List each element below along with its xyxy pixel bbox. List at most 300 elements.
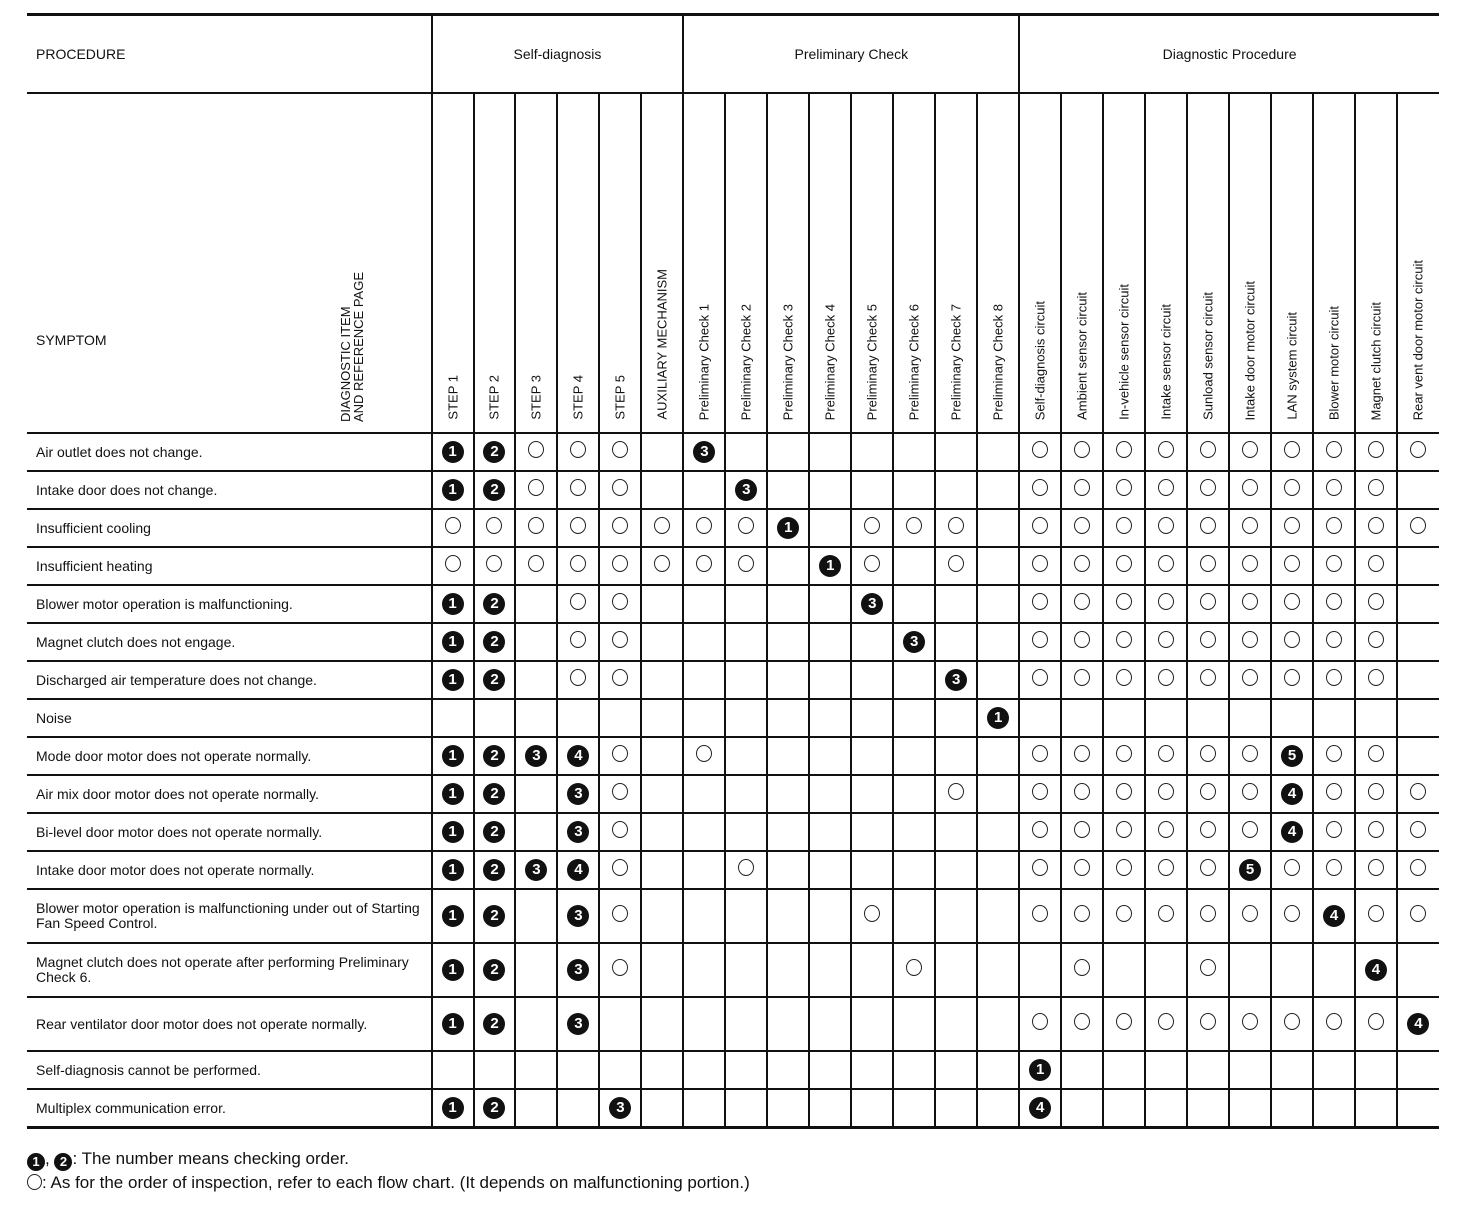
order-number-badge: 1 <box>442 1097 464 1119</box>
symptom-row <box>27 1051 1439 1089</box>
circle-mark-icon <box>1074 631 1090 648</box>
circle-mark-icon <box>1284 593 1300 610</box>
matrix-cell <box>1271 775 1313 813</box>
matrix-cell <box>1019 851 1061 889</box>
order-number-badge: 3 <box>861 593 883 615</box>
circle-mark-icon <box>654 517 670 534</box>
matrix-cell <box>977 585 1019 623</box>
legend-line-1 <box>27 1147 750 1171</box>
order-number-badge: 4 <box>1323 905 1345 927</box>
circle-mark-icon <box>1368 555 1384 572</box>
column-header-label: Intake door motor circuit <box>1242 280 1258 420</box>
matrix-cell <box>683 813 725 851</box>
matrix-cell <box>432 997 474 1051</box>
legend <box>27 1147 750 1194</box>
matrix-cell <box>893 775 935 813</box>
circle-mark-icon <box>1368 905 1384 922</box>
circle-mark-icon <box>1158 517 1174 534</box>
matrix-cell <box>432 851 474 889</box>
circle-mark-icon <box>570 631 586 648</box>
matrix-cell <box>1187 547 1229 585</box>
matrix-cell <box>1271 661 1313 699</box>
order-number-badge: 3 <box>945 669 967 691</box>
circle-mark-icon <box>1032 669 1048 686</box>
column-header-label: Magnet clutch circuit <box>1368 301 1384 420</box>
matrix-cell <box>599 661 641 699</box>
matrix-cell <box>1229 1089 1271 1128</box>
circle-mark-icon <box>1368 1013 1384 1030</box>
matrix-cell <box>515 775 557 813</box>
matrix-cell <box>1229 889 1271 943</box>
circle-mark-icon <box>948 517 964 534</box>
circle-mark-icon <box>1200 859 1216 876</box>
matrix-cell <box>1061 889 1103 943</box>
symptom-row <box>27 623 1439 661</box>
circle-mark-icon <box>1200 669 1216 686</box>
matrix-cell <box>725 547 767 585</box>
matrix-cell <box>977 433 1019 471</box>
order-number-badge: 1 <box>442 631 464 653</box>
matrix-cell <box>683 775 725 813</box>
matrix-cell <box>809 471 851 509</box>
matrix-cell <box>767 943 809 997</box>
matrix-cell <box>809 737 851 775</box>
matrix-cell <box>767 509 809 547</box>
matrix-cell <box>935 623 977 661</box>
circle-mark-icon <box>1158 905 1174 922</box>
column-header-row <box>27 93 1439 433</box>
circle-mark-icon <box>1326 517 1342 534</box>
circle-mark-icon <box>1032 1013 1048 1030</box>
matrix-cell <box>1061 509 1103 547</box>
matrix-cell <box>1103 623 1145 661</box>
matrix-cell <box>893 851 935 889</box>
matrix-cell <box>809 433 851 471</box>
matrix-cell <box>851 661 893 699</box>
matrix-cell <box>1271 471 1313 509</box>
matrix-cell <box>641 737 683 775</box>
matrix-cell <box>515 433 557 471</box>
matrix-cell <box>935 737 977 775</box>
matrix-cell <box>1355 997 1397 1051</box>
matrix-cell <box>474 997 516 1051</box>
matrix-cell <box>1397 889 1439 943</box>
matrix-cell <box>515 1051 557 1089</box>
matrix-cell <box>599 623 641 661</box>
matrix-cell <box>851 1051 893 1089</box>
matrix-cell <box>1355 813 1397 851</box>
matrix-cell <box>977 547 1019 585</box>
column-header-label: Self-diagnosis circuit <box>1032 300 1048 420</box>
matrix-cell <box>935 889 977 943</box>
matrix-cell <box>683 851 725 889</box>
circle-mark-icon <box>1074 517 1090 534</box>
symptom-cell: Intake door motor does not operate normally. <box>27 851 432 889</box>
matrix-cell <box>1103 775 1145 813</box>
matrix-cell <box>641 471 683 509</box>
matrix-cell <box>1313 585 1355 623</box>
matrix-cell <box>1145 433 1187 471</box>
matrix-cell <box>683 737 725 775</box>
matrix-cell <box>767 699 809 737</box>
circle-mark-icon <box>1074 905 1090 922</box>
column-header-label: Ambient sensor circuit <box>1074 292 1090 420</box>
order-number-badge: 3 <box>567 905 589 927</box>
matrix-cell <box>1061 813 1103 851</box>
circle-mark-icon <box>1200 517 1216 534</box>
matrix-cell <box>935 585 977 623</box>
matrix-cell <box>1019 623 1061 661</box>
matrix-cell <box>725 471 767 509</box>
circle-mark-icon <box>1368 441 1384 458</box>
matrix-cell <box>599 471 641 509</box>
circle-mark-icon <box>1326 555 1342 572</box>
order-number-badge: 1 <box>442 821 464 843</box>
matrix-cell <box>1355 851 1397 889</box>
matrix-cell <box>1229 509 1271 547</box>
matrix-cell <box>1019 997 1061 1051</box>
circle-mark-icon <box>1158 555 1174 572</box>
column-header <box>851 93 893 433</box>
matrix-cell <box>767 737 809 775</box>
matrix-cell <box>1145 547 1187 585</box>
circle-mark-icon <box>1200 555 1216 572</box>
matrix-cell <box>1229 547 1271 585</box>
matrix-cell <box>432 699 474 737</box>
column-header <box>683 93 725 433</box>
symptom-cell: Blower motor operation is malfunctioning. <box>27 585 432 623</box>
circle-mark-icon <box>1116 783 1132 800</box>
symptom-cell: Magnet clutch does not engage. <box>27 623 432 661</box>
circle-mark-icon <box>1074 859 1090 876</box>
matrix-cell <box>767 1051 809 1089</box>
order-number-badge: 2 <box>483 479 505 501</box>
circle-mark-icon <box>570 593 586 610</box>
matrix-cell <box>767 851 809 889</box>
circle-mark-icon <box>738 555 754 572</box>
order-number-badge: 1 <box>442 959 464 981</box>
matrix-cell <box>599 775 641 813</box>
order-number-badge: 2 <box>483 959 505 981</box>
circle-mark-icon <box>1116 631 1132 648</box>
matrix-cell <box>851 943 893 997</box>
circle-mark-icon <box>1158 821 1174 838</box>
circle-mark-icon <box>1116 859 1132 876</box>
symptom-row <box>27 471 1439 509</box>
matrix-cell <box>1145 585 1187 623</box>
matrix-cell <box>1313 509 1355 547</box>
circle-mark-icon <box>1032 859 1048 876</box>
column-header <box>599 93 641 433</box>
order-number-badge: 2 <box>483 631 505 653</box>
circle-mark-icon <box>1368 821 1384 838</box>
circle-mark-icon <box>1326 783 1342 800</box>
matrix-cell <box>1103 813 1145 851</box>
matrix-cell <box>1397 1051 1439 1089</box>
matrix-cell <box>1397 813 1439 851</box>
column-header-label: Preliminary Check 6 <box>906 303 922 420</box>
matrix-cell <box>683 585 725 623</box>
circle-mark-icon <box>612 821 628 838</box>
matrix-cell <box>893 509 935 547</box>
matrix-cell <box>977 775 1019 813</box>
circle-mark-icon <box>1410 821 1426 838</box>
circle-mark-icon <box>1368 631 1384 648</box>
order-number-badge: 5 <box>1281 745 1303 767</box>
matrix-cell <box>515 547 557 585</box>
matrix-cell <box>474 623 516 661</box>
matrix-cell <box>725 433 767 471</box>
matrix-cell <box>851 889 893 943</box>
matrix-cell <box>683 1089 725 1128</box>
matrix-cell <box>977 623 1019 661</box>
column-header <box>1229 93 1271 433</box>
matrix-cell <box>935 471 977 509</box>
matrix-cell <box>1355 547 1397 585</box>
circle-mark-icon <box>1368 593 1384 610</box>
matrix-cell <box>1271 585 1313 623</box>
matrix-cell <box>1397 471 1439 509</box>
matrix-cell <box>851 737 893 775</box>
matrix-cell <box>641 623 683 661</box>
circle-mark-icon <box>528 555 544 572</box>
circle-mark-icon <box>1326 745 1342 762</box>
column-header-label: Preliminary Check 2 <box>738 303 754 420</box>
matrix-cell <box>1397 509 1439 547</box>
matrix-cell <box>977 997 1019 1051</box>
circle-mark-icon <box>612 669 628 686</box>
matrix-cell <box>1103 509 1145 547</box>
matrix-cell <box>767 433 809 471</box>
circle-mark-icon <box>1284 905 1300 922</box>
circle-mark-icon <box>1368 859 1384 876</box>
group-header-row <box>27 15 1439 94</box>
order-number-badge: 1 <box>442 859 464 881</box>
matrix-cell <box>1061 699 1103 737</box>
order-number-badge: 4 <box>1281 783 1303 805</box>
circle-mark-icon <box>1242 517 1258 534</box>
matrix-cell <box>1397 623 1439 661</box>
column-header <box>1355 93 1397 433</box>
matrix-cell <box>1019 699 1061 737</box>
matrix-cell <box>1145 699 1187 737</box>
matrix-cell <box>1145 1051 1187 1089</box>
order-number-badge: 1 <box>442 441 464 463</box>
circle-mark-icon <box>1200 959 1216 976</box>
matrix-cell <box>599 699 641 737</box>
circle-mark-icon <box>1074 593 1090 610</box>
matrix-cell <box>1103 1089 1145 1128</box>
circle-mark-icon <box>1200 441 1216 458</box>
order-number-badge: 1 <box>987 707 1009 729</box>
symptom-cell: Air mix door motor does not operate normally. <box>27 775 432 813</box>
circle-mark-icon <box>1242 1013 1258 1030</box>
order-number-badge: 1 <box>442 669 464 691</box>
circle-mark-icon <box>27 1174 42 1190</box>
matrix-cell <box>1313 1051 1355 1089</box>
circle-mark-icon <box>1074 821 1090 838</box>
matrix-cell <box>1145 509 1187 547</box>
matrix-cell <box>1397 1089 1439 1128</box>
column-header-label: STEP 1 <box>445 375 461 420</box>
matrix-cell <box>515 997 557 1051</box>
order-number-badge: 4 <box>567 745 589 767</box>
matrix-cell <box>474 1089 516 1128</box>
symptom-cell: Bi-level door motor does not operate normally. <box>27 813 432 851</box>
circle-mark-icon <box>1242 593 1258 610</box>
circle-mark-icon <box>864 517 880 534</box>
matrix-cell <box>1313 737 1355 775</box>
order-number-badge: 5 <box>1239 859 1261 881</box>
matrix-cell <box>1355 775 1397 813</box>
order-number-badge: 2 <box>483 905 505 927</box>
circle-mark-icon <box>1368 745 1384 762</box>
circle-mark-icon <box>1032 631 1048 648</box>
matrix-cell <box>725 889 767 943</box>
order-number-badge: 3 <box>525 745 547 767</box>
matrix-cell <box>1019 433 1061 471</box>
circle-mark-icon <box>1200 745 1216 762</box>
matrix-cell <box>432 1089 474 1128</box>
matrix-cell <box>977 813 1019 851</box>
matrix-cell <box>851 699 893 737</box>
circle-mark-icon <box>1158 441 1174 458</box>
matrix-cell <box>474 547 516 585</box>
column-header <box>1145 93 1187 433</box>
circle-mark-icon <box>612 959 628 976</box>
column-header-label: Rear vent door motor circuit <box>1410 259 1426 420</box>
matrix-cell <box>683 889 725 943</box>
matrix-cell <box>1103 943 1145 997</box>
circle-mark-icon <box>1200 479 1216 496</box>
circle-mark-icon <box>1284 1013 1300 1030</box>
column-header-label: STEP 4 <box>570 375 586 420</box>
column-header-label: LAN system circuit <box>1284 312 1300 420</box>
matrix-cell <box>1229 943 1271 997</box>
matrix-cell <box>1145 737 1187 775</box>
matrix-cell <box>599 433 641 471</box>
matrix-cell <box>1397 547 1439 585</box>
matrix-cell <box>1355 1089 1397 1128</box>
matrix-cell <box>725 509 767 547</box>
matrix-cell <box>809 585 851 623</box>
matrix-cell <box>809 547 851 585</box>
column-header-label: AUXILIARY MECHANISM <box>654 269 670 420</box>
circle-mark-icon <box>1074 555 1090 572</box>
matrix-cell <box>977 661 1019 699</box>
matrix-cell <box>557 1089 599 1128</box>
matrix-cell <box>1145 997 1187 1051</box>
matrix-cell <box>557 775 599 813</box>
matrix-cell <box>1061 1051 1103 1089</box>
matrix-cell <box>515 889 557 943</box>
matrix-cell <box>1061 997 1103 1051</box>
matrix-cell <box>809 509 851 547</box>
matrix-cell <box>725 737 767 775</box>
matrix-cell <box>641 1089 683 1128</box>
matrix-cell <box>1313 889 1355 943</box>
matrix-cell <box>725 851 767 889</box>
matrix-cell <box>809 1089 851 1128</box>
circle-mark-icon <box>612 441 628 458</box>
circle-mark-icon <box>1116 821 1132 838</box>
matrix-cell <box>1145 943 1187 997</box>
matrix-cell <box>725 699 767 737</box>
matrix-cell <box>893 1051 935 1089</box>
matrix-cell <box>809 623 851 661</box>
circle-mark-icon <box>1242 631 1258 648</box>
matrix-cell <box>1103 661 1145 699</box>
order-number-badge: 1 <box>819 555 841 577</box>
circle-mark-icon <box>1200 1013 1216 1030</box>
matrix-cell <box>1355 889 1397 943</box>
matrix-cell <box>1145 889 1187 943</box>
symptom-header-cell <box>27 93 432 433</box>
matrix-cell <box>474 1051 516 1089</box>
matrix-cell <box>1229 623 1271 661</box>
matrix-cell <box>851 997 893 1051</box>
order-number-badge: 3 <box>525 859 547 881</box>
matrix-cell <box>683 547 725 585</box>
circle-mark-icon <box>528 441 544 458</box>
matrix-cell <box>725 1089 767 1128</box>
circle-mark-icon <box>738 859 754 876</box>
matrix-cell <box>1061 585 1103 623</box>
matrix-cell <box>1103 889 1145 943</box>
column-header <box>935 93 977 433</box>
circle-mark-icon <box>1032 821 1048 838</box>
matrix-cell <box>1187 585 1229 623</box>
legend-number-text: : The number means checking order. <box>72 1149 350 1168</box>
matrix-cell <box>1103 737 1145 775</box>
matrix-cell <box>851 471 893 509</box>
circle-mark-icon <box>1242 555 1258 572</box>
matrix-cell <box>1019 661 1061 699</box>
circle-mark-icon <box>948 783 964 800</box>
matrix-cell <box>1145 1089 1187 1128</box>
matrix-cell <box>893 737 935 775</box>
symptom-row <box>27 813 1439 851</box>
matrix-cell <box>851 509 893 547</box>
matrix-cell <box>1061 433 1103 471</box>
order-number-badge: 4 <box>567 859 589 881</box>
matrix-cell <box>474 471 516 509</box>
column-header <box>893 93 935 433</box>
circle-mark-icon <box>1242 905 1258 922</box>
matrix-cell <box>1187 737 1229 775</box>
order-number-badge: 4 <box>1365 959 1387 981</box>
circle-mark-icon <box>612 745 628 762</box>
matrix-cell <box>1187 471 1229 509</box>
circle-mark-icon <box>1284 517 1300 534</box>
circle-mark-icon <box>445 555 461 572</box>
column-header-label: Preliminary Check 3 <box>780 303 796 420</box>
matrix-cell <box>1103 699 1145 737</box>
column-header-label: Preliminary Check 4 <box>822 303 838 420</box>
circle-mark-icon <box>570 555 586 572</box>
circle-mark-icon <box>1074 669 1090 686</box>
circle-mark-icon <box>1326 479 1342 496</box>
matrix-cell <box>893 547 935 585</box>
circle-mark-icon <box>1200 593 1216 610</box>
symptom-row <box>27 661 1439 699</box>
circle-mark-icon <box>1116 555 1132 572</box>
circle-mark-icon <box>1368 479 1384 496</box>
matrix-cell <box>893 997 935 1051</box>
matrix-cell <box>809 889 851 943</box>
circle-mark-icon <box>1032 593 1048 610</box>
matrix-cell <box>1019 1051 1061 1089</box>
